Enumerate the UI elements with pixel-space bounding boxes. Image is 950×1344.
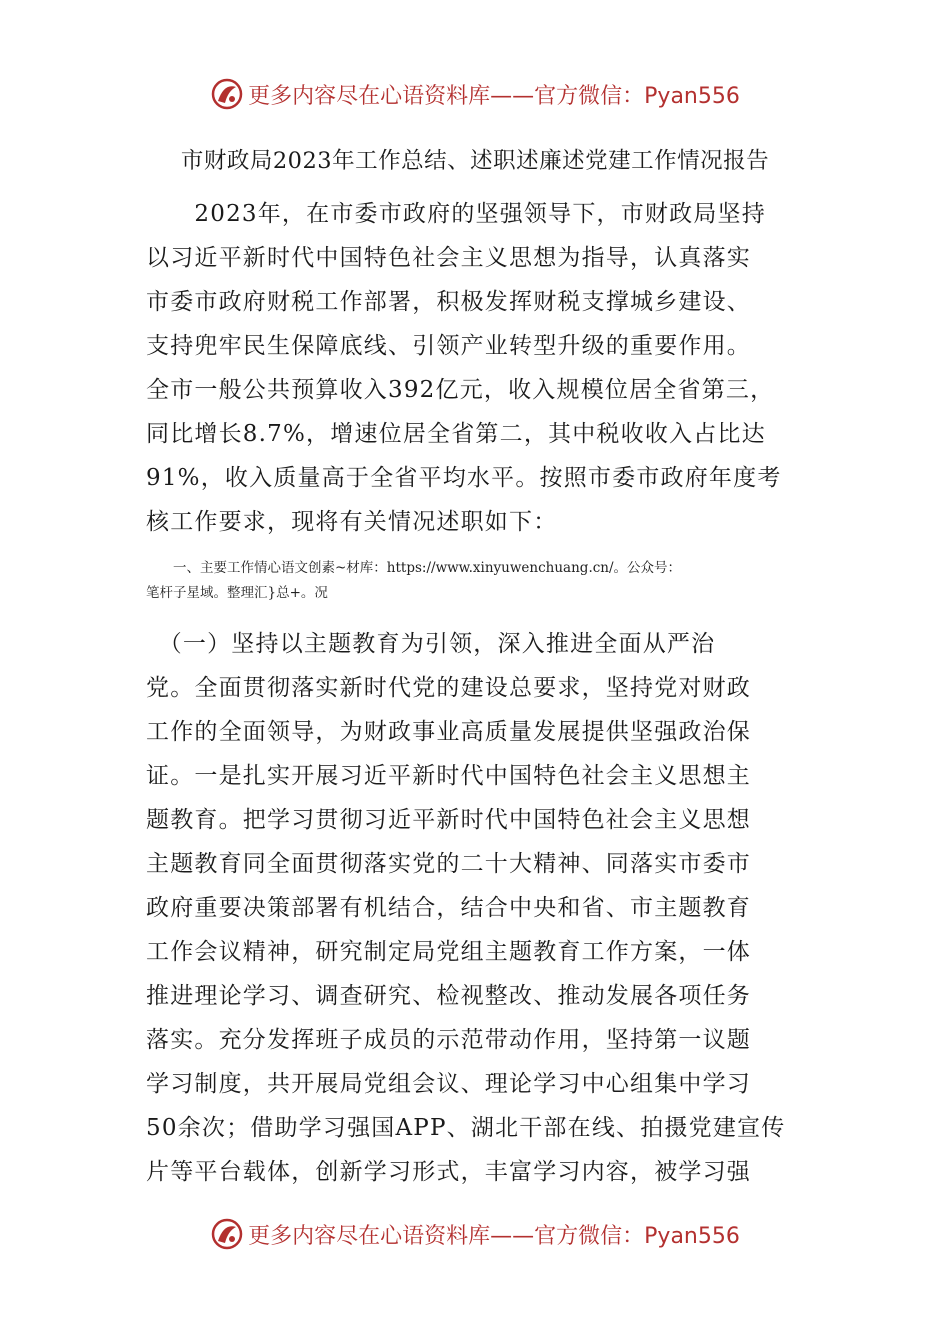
text-line: 91%，收入质量高于全省平均水平。按照市委市政府年度考: [146, 465, 782, 491]
text-line: 支持兜牢民生保障底线、引领产业转型升级的重要作用。: [146, 333, 751, 359]
document-title: 市财政局2023年工作总结、述职述廉述党建工作情况报告: [180, 148, 770, 174]
text-line: 全市一般公共预算收入392亿元，收入规模位居全省第三，: [146, 377, 775, 403]
header-banner: [0, 72, 950, 116]
text-line: 证。一是扎实开展习近平新时代中国特色社会主义思想主: [146, 763, 751, 789]
text-line: 党。全面贯彻落实新时代党的建设总要求，坚持党对财政: [146, 675, 751, 701]
text-line: 政府重要决策部署有机结合，结合中央和省、市主题教育: [146, 895, 751, 921]
text-line: 题教育。把学习贯彻习近平新时代中国特色社会主义思想: [146, 807, 751, 833]
text-line: 推进理论学习、调查研究、检视整改、推动发展各项任务: [146, 983, 751, 1009]
text-line: 工作的全面领导，为财政事业高质量发展提供坚强政治保: [146, 719, 751, 745]
section-paragraph: [146, 622, 806, 1194]
text-line: （一）坚持以主题教育为引领，深入推进全面从严治: [146, 631, 716, 657]
banner-text: 更多内容尽在心语资料库——官方微信：Pyan556: [248, 1223, 740, 1249]
note-line: 一、主要工作情心语文创素~材库：https://www.xinyuwenchuang.cn/。公众号：: [146, 560, 682, 576]
banner-text: 更多内容尽在心语资料库——官方微信：Pyan556: [248, 83, 740, 109]
watermark-note: [146, 556, 806, 606]
brand-logo-icon: [210, 77, 244, 111]
text-line: 同比增长8.7%，增速位居全省第二，其中税收收入占比达: [146, 421, 766, 447]
brand-logo-icon: [210, 1217, 244, 1251]
text-line: 学习制度，共开展局党组会议、理论学习中心组集中学习: [146, 1071, 751, 1097]
text-line: 以习近平新时代中国特色社会主义思想为指导，认真落实: [146, 245, 751, 271]
text-line: 核工作要求，现将有关情况述职如下：: [146, 509, 558, 535]
intro-paragraph: [146, 192, 806, 544]
footer-banner: [0, 1212, 950, 1256]
text-line: 50余次；借助学习强国APP、湖北干部在线、拍摄党建宣传: [146, 1115, 786, 1141]
text-line: 主题教育同全面贯彻落实党的二十大精神、同落实市委市: [146, 851, 751, 877]
text-line: 市委市政府财税工作部署，积极发挥财税支撑城乡建设、: [146, 289, 751, 315]
text-line: 落实。充分发挥班子成员的示范带动作用，坚持第一议题: [146, 1027, 751, 1053]
note-line: 笔杆子星域。整理汇}总+。况: [146, 585, 328, 601]
text-line: 片等平台载体，创新学习形式，丰富学习内容，被学习强: [146, 1159, 751, 1185]
text-line: 2023年，在市委市政府的坚强领导下，市财政局坚持: [146, 201, 766, 227]
text-line: 工作会议精神，研究制定局党组主题教育工作方案，一体: [146, 939, 751, 965]
